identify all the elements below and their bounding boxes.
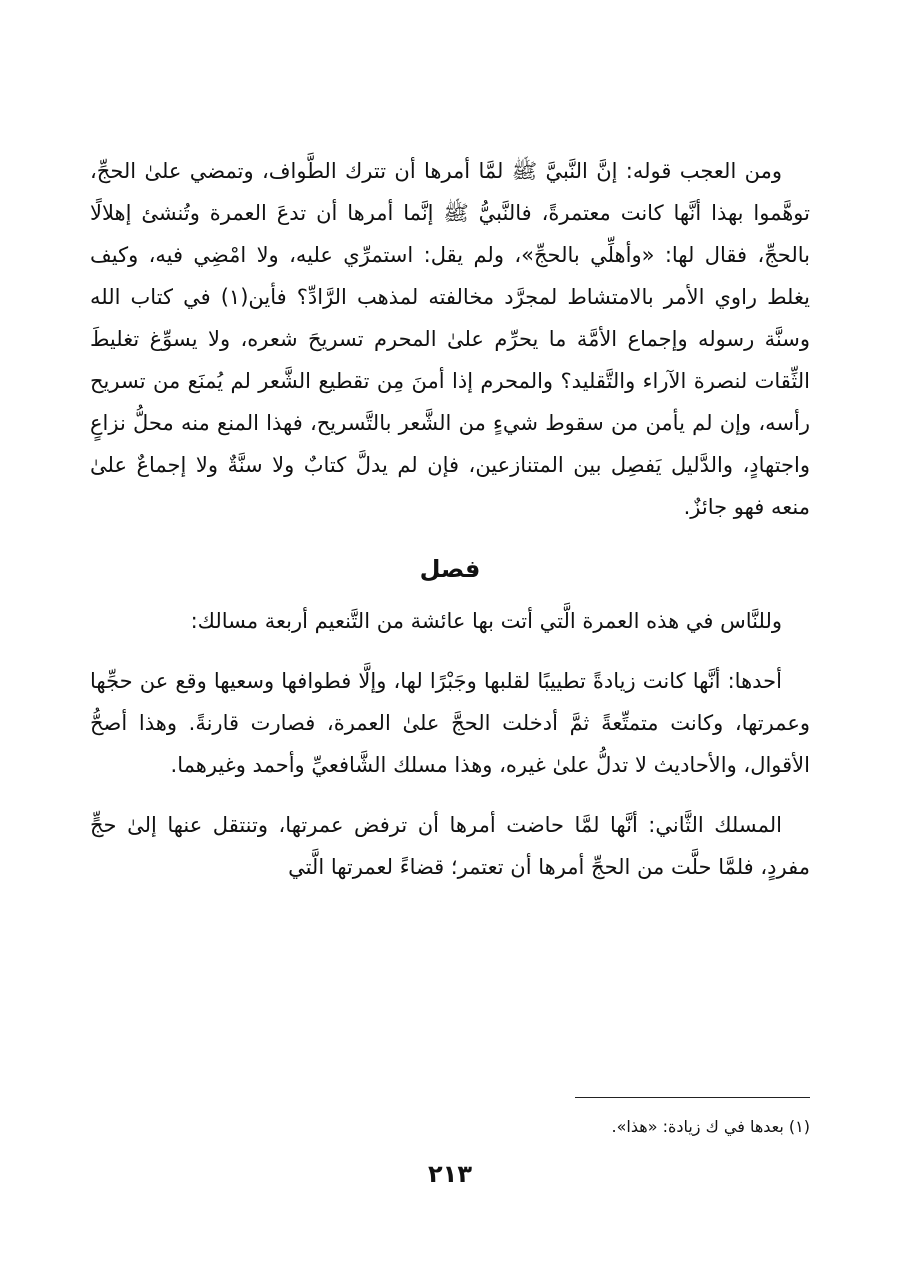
paragraph-3: أحدها: أنَّها كانت زيادةً تطييبًا لقلبها وجَبْرًا لها، وإلَّا فطوافها وسعيها وقع عن حجِّها وعمرتها، وكانت متمتِّعةً ثمَّ أدخلت الحجَّ علىٰ العمرة، فصارت قارنةً. وهذا أصحُّ الأقوال، والأحاديث لا تدلُّ علىٰ غيره، وهذا مسلك الشَّافعيِّ وأحمد وغيرهما. [90, 669, 810, 777]
section-heading: فصل [419, 555, 481, 583]
paragraph-2: وللنَّاس في هذه العمرة الَّتي أتت بها عائشة من التَّنعيم أربعة مسالك: [190, 609, 782, 633]
paragraph-gap [90, 786, 810, 804]
page-number: ٢١٣ [428, 1160, 472, 1188]
footnote-divider [575, 1097, 810, 1098]
page-body [90, 150, 810, 888]
paragraph-4: المسلك الثَّاني: أنَّها لمَّا حاضت أمرها أن ترفض عمرتها، وتنتقل عنها إلىٰ حجٍّ مفردٍ، فلمَّا حلَّت من الحجِّ أمرها أن تعتمر؛ قضاءً لعمرتها الَّتي [90, 813, 810, 879]
footnote: (١) بعدها في ك زيادة: «هذا». [611, 1117, 810, 1136]
paragraph-1: ومن العجب قوله: إنَّ النَّبيَّ ﷺ لمَّا أمرها أن تترك الطَّواف، وتمضي علىٰ الحجِّ، توهَّموا بهذا أنَّها كانت معتمرةً، فالنَّبيُّ ﷺ إنَّما أمرها أن تدعَ العمرة وتُنشئ إهلالًا بالحجِّ، فقال لها: «وأهلِّي بالحجِّ»، ولم يقل: استمرِّي عليه، ولا امْضِي فيه، وكيف يغلط راوي الأمر بالامتشاط لمجرَّد مخالفته لمذهب الرَّادِّ؟ فأين(١) في كتاب الله وسنَّة رسوله وإجماع الأمَّة ما يحرِّم علىٰ المحرم تسريحَ شعره، ولا يسوِّغ تغليطَ الثِّقات لنصرة الآراء والتَّقليد؟ والمحرم إذا أمنَ مِن تقطيع الشَّعر لم يُمنَع من تسريح رأسه، وإن لم يأمن من سقوط شيءٍ من الشَّعر بالتَّسريح، فهذا المنع منه محلُّ نزاعٍ واجتهادٍ، والدَّليل يَفصِل بين المتنازعين، فإن لم يدلَّ كتابٌ ولا سنَّةٌ ولا إجماعٌ علىٰ منعه فهو جائزٌ. [90, 159, 810, 519]
paragraph-gap [90, 642, 810, 660]
